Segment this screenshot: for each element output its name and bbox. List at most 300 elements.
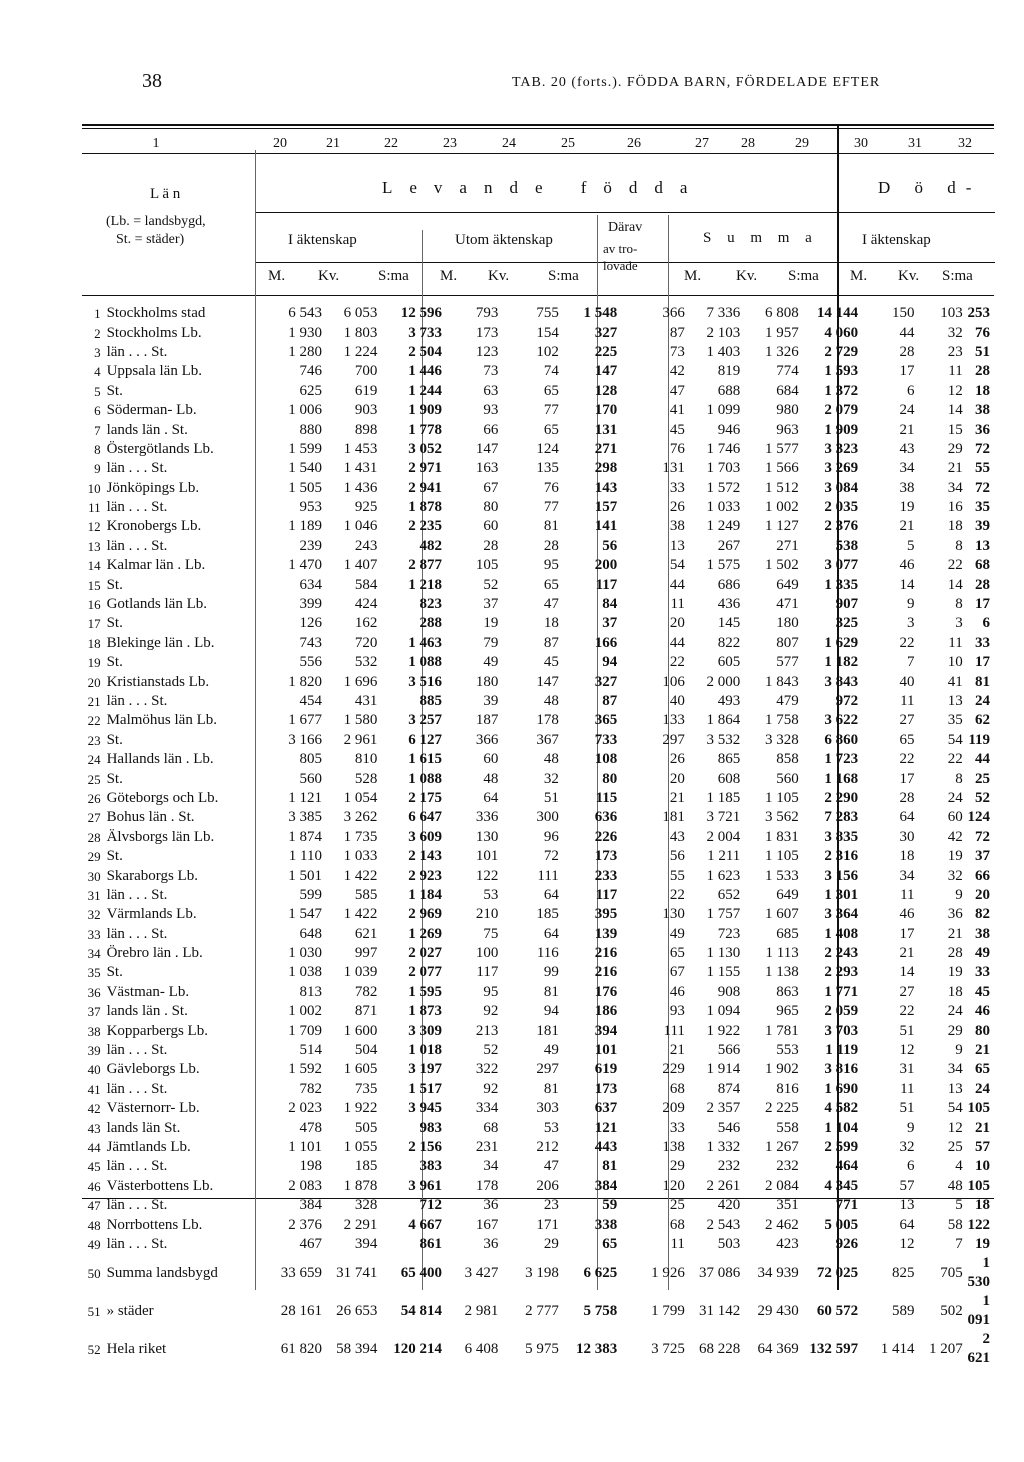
cell-value: 21	[947, 925, 963, 942]
row-number: 25	[87, 771, 101, 787]
cell-value: 2 777	[525, 1302, 559, 1319]
cell-value: 963	[776, 421, 799, 438]
cell-value: 2 290	[824, 789, 859, 806]
cell-value: 76	[975, 324, 990, 341]
cell-value: 29 430	[757, 1302, 799, 1319]
cell-value: 10	[975, 1158, 990, 1175]
cell-value: 76	[543, 479, 559, 496]
cell-value: 32	[947, 324, 963, 341]
cell-value: 133	[662, 712, 685, 729]
cell-value: 11	[670, 596, 685, 613]
cell-value: 420	[717, 1197, 741, 1214]
cell-value: 861	[419, 1235, 442, 1252]
cell-value: 712	[419, 1197, 442, 1214]
cell-value: 65	[543, 382, 559, 399]
cell-value: 20	[669, 770, 685, 787]
cell-value: 93	[483, 402, 499, 419]
cell-value: 131	[662, 460, 685, 477]
cell-value: 8	[955, 537, 963, 554]
cell-value: 1 224	[343, 343, 378, 360]
row-number: 30	[87, 868, 101, 884]
cell-value: 25	[975, 770, 990, 787]
cell-value: 771	[835, 1197, 859, 1214]
cell-value: 54	[947, 731, 963, 748]
cell-value: 1 735	[343, 828, 378, 845]
cell-value: 2 621	[967, 1331, 990, 1367]
cell-value: 7 283	[824, 809, 859, 826]
cell-value: 38	[975, 402, 990, 419]
cell-value: 6 647	[408, 809, 442, 826]
cell-value: 366	[662, 305, 685, 322]
col-number: 32	[958, 136, 972, 151]
cell-value: 1 677	[288, 712, 322, 729]
row-label: Västerbottens Lb.	[106, 1177, 214, 1194]
sub-m: M.	[684, 268, 702, 284]
cell-value: 63	[483, 382, 499, 399]
cell-value: 49	[543, 1042, 559, 1059]
cell-value: 1 033	[706, 499, 741, 516]
cell-value: 908	[717, 983, 741, 1000]
cell-value: 65	[543, 421, 559, 438]
cell-value: 1 803	[343, 324, 378, 341]
cell-value: 131	[594, 421, 618, 438]
cell-value: 322	[475, 1061, 499, 1078]
cell-value: 2 000	[706, 673, 741, 690]
cell-value: 648	[299, 925, 322, 942]
cell-value: 45	[543, 654, 559, 671]
cell-value: 147	[475, 440, 499, 457]
cell-value: 13	[669, 537, 685, 554]
row-label: Kalmar län . Lb.	[106, 557, 206, 574]
cell-value: 216	[594, 964, 618, 981]
col-number: 28	[741, 136, 755, 151]
col-number: 21	[326, 136, 340, 151]
cell-value: 46	[975, 1003, 990, 1020]
cell-value: 1 138	[764, 964, 799, 981]
row-number: 11	[88, 500, 101, 516]
cell-value: 43	[669, 828, 685, 845]
cell-value: 1 615	[408, 751, 442, 768]
cell-value: 43	[899, 440, 915, 457]
row-number: 32	[87, 907, 101, 923]
cell-value: 73	[483, 363, 499, 380]
cell-value: 185	[536, 906, 559, 923]
cell-value: 49	[483, 654, 499, 671]
cell-value: 684	[776, 382, 799, 399]
cell-value: 111	[537, 867, 559, 884]
cell-value: 38	[975, 925, 990, 942]
cell-value: 65 400	[400, 1264, 442, 1281]
cell-value: 1 119	[825, 1042, 859, 1059]
table-row	[82, 1235, 994, 1254]
cell-value: 9	[955, 886, 963, 903]
table-row	[82, 1060, 994, 1079]
cell-value: 1 771	[824, 983, 859, 1000]
row-label: Blekinge län . Lb.	[106, 634, 215, 651]
cell-value: 1 446	[408, 363, 442, 380]
cell-value: 3 269	[824, 460, 859, 477]
cell-value: 64	[483, 789, 499, 806]
cell-value: 81	[543, 518, 559, 535]
cell-value: 1 873	[408, 1003, 442, 1020]
cell-value: 1 512	[764, 479, 799, 496]
cell-value: 33 659	[280, 1264, 322, 1281]
cell-value: 17	[899, 363, 915, 380]
cell-value: 688	[717, 382, 741, 399]
cell-value: 95	[543, 557, 559, 574]
cell-value: 983	[419, 1119, 442, 1136]
cell-value: 3 516	[408, 673, 442, 690]
cell-value: 6 543	[288, 305, 322, 322]
cell-value: 1 094	[706, 1003, 741, 1020]
cell-value: 19	[975, 1235, 990, 1252]
cell-value: 178	[536, 712, 559, 729]
cell-value: 1 517	[408, 1080, 442, 1097]
row-label: län . . . St.	[106, 693, 168, 709]
cell-value: 13	[947, 1080, 963, 1097]
table-row	[82, 808, 994, 827]
cell-value: 200	[594, 557, 618, 574]
row-number: 36	[87, 984, 101, 1000]
cell-value: 45	[975, 983, 990, 1000]
cell-value: 1 269	[408, 925, 442, 942]
cell-value: 3 262	[343, 809, 378, 826]
cell-value: 7 336	[706, 305, 741, 322]
row-label: län . . . St.	[106, 1197, 168, 1214]
cell-value: 1 407	[343, 557, 378, 574]
cell-value: 44	[669, 634, 685, 651]
cell-value: 1 914	[706, 1061, 741, 1078]
row-number: 39	[87, 1043, 101, 1059]
cell-value: 18	[975, 1197, 990, 1214]
cell-value: 965	[776, 1003, 799, 1020]
cell-value: 1 820	[288, 673, 322, 690]
cell-value: 30	[899, 828, 915, 845]
cell-value: 1 599	[288, 440, 322, 457]
cell-value: 95	[483, 983, 499, 1000]
cell-value: 48	[543, 693, 559, 709]
cell-value: 206	[536, 1177, 559, 1194]
cell-value: 37	[975, 848, 990, 865]
row-label: St.	[106, 964, 123, 981]
cell-value: 1 758	[764, 712, 799, 729]
cell-value: 946	[717, 421, 741, 438]
cell-value: 394	[594, 1022, 618, 1039]
cell-value: 33	[975, 964, 990, 981]
cell-value: 3 328	[764, 731, 799, 748]
dod-header: D ö d-	[878, 178, 982, 197]
cell-value: 1 757	[706, 906, 741, 923]
cell-value: 608	[717, 770, 741, 787]
cell-value: 1 470	[288, 557, 322, 574]
sub-m: M.	[440, 268, 458, 284]
cell-value: 2 981	[464, 1302, 499, 1319]
cell-value: 37	[483, 596, 499, 613]
cell-value: 19	[947, 964, 963, 981]
cell-value: 34	[899, 460, 915, 477]
cell-value: 13	[947, 693, 963, 709]
cell-value: 65	[975, 1061, 990, 1078]
cell-value: 28	[947, 945, 963, 962]
cell-value: 384	[299, 1197, 322, 1214]
cell-value: 1 864	[706, 712, 741, 729]
cell-value: 60	[483, 518, 499, 535]
row-number: 18	[87, 635, 101, 651]
header-rule-1	[255, 212, 995, 213]
cell-value: 3 843	[824, 673, 859, 690]
cell-value: 3	[955, 615, 963, 632]
cell-value: 1 957	[764, 324, 799, 341]
cell-value: 1 335	[824, 576, 859, 593]
cell-value: 1 572	[706, 479, 741, 496]
cell-value: 12	[899, 1042, 915, 1059]
table-row	[82, 750, 994, 769]
cell-value: 45	[669, 421, 685, 438]
cell-value: 20	[669, 615, 685, 632]
cell-value: 3	[907, 615, 915, 632]
cell-value: 47	[543, 596, 559, 613]
cell-value: 94	[602, 654, 618, 671]
table-body	[82, 304, 994, 1368]
row-label: Kronobergs Lb.	[106, 518, 202, 535]
cell-value: 44	[899, 324, 915, 341]
table-row	[82, 595, 994, 614]
table-row	[82, 304, 994, 323]
cell-value: 6 408	[464, 1340, 499, 1357]
table-row	[82, 1196, 994, 1215]
row-number: 5	[94, 383, 101, 399]
cell-value: 1 605	[343, 1061, 378, 1078]
cell-value: 14 144	[816, 305, 859, 322]
cell-value: 55	[975, 460, 990, 477]
table-row	[82, 847, 994, 866]
row-label: län . . . St.	[106, 1235, 168, 1252]
cell-value: 173	[594, 1080, 618, 1097]
cell-value: 21	[975, 1042, 990, 1059]
cell-value: 903	[354, 402, 378, 419]
cell-value: 120	[662, 1177, 685, 1194]
cell-value: 1 055	[343, 1138, 378, 1155]
cell-value: 4 345	[824, 1177, 859, 1194]
cell-value: 176	[594, 983, 618, 1000]
i-aktenskap-dod-header: I äktenskap	[862, 232, 931, 248]
cell-value: 1 709	[288, 1022, 322, 1039]
col-number: 29	[795, 136, 809, 151]
cell-value: 1 189	[288, 518, 322, 535]
cell-value: 2 877	[408, 557, 442, 574]
cell-value: 87	[602, 693, 618, 709]
row-number: 3	[94, 344, 101, 360]
cell-value: 167	[475, 1216, 499, 1233]
cell-value: 22	[899, 1003, 915, 1020]
row-label: län . . . St.	[106, 925, 168, 942]
cell-value: 105	[967, 1100, 990, 1117]
row-number: 2	[94, 325, 101, 341]
row-label: Jämtlands Lb.	[106, 1138, 191, 1155]
cell-value: 532	[354, 654, 378, 671]
table-row	[82, 1041, 994, 1060]
cell-value: 173	[475, 324, 499, 341]
row-label: St.	[106, 382, 123, 399]
cell-value: 1 249	[706, 518, 741, 535]
cell-value: 51	[975, 343, 990, 360]
cell-value: 47	[543, 1158, 559, 1175]
cell-value: 723	[717, 925, 741, 942]
cell-value: 782	[354, 983, 378, 1000]
cell-value: 1 575	[706, 557, 741, 574]
table-row	[82, 634, 994, 653]
table-row	[82, 672, 994, 691]
cell-value: 25	[669, 1197, 685, 1214]
lan-header: L ä n	[150, 186, 181, 202]
cell-value: 560	[776, 770, 799, 787]
cell-value: 40	[899, 673, 915, 690]
abbrev-line-2: St. = städer)	[116, 232, 185, 247]
sub-m: M.	[268, 268, 286, 284]
cell-value: 232	[776, 1158, 799, 1175]
cell-value: 383	[419, 1158, 442, 1175]
cell-value: 11	[900, 1080, 915, 1097]
cell-value: 22	[947, 751, 963, 768]
cell-value: 38	[669, 518, 685, 535]
cell-value: 84	[602, 596, 618, 613]
cell-value: 1 431	[343, 460, 378, 477]
cell-value: 72	[975, 440, 990, 457]
sub-m: M.	[850, 268, 868, 284]
cell-value: 997	[354, 945, 378, 962]
cell-value: 178	[475, 1177, 499, 1194]
table-row	[82, 1177, 994, 1196]
cell-value: 577	[776, 654, 799, 671]
cell-value: 52	[483, 576, 499, 593]
cell-value: 2 293	[824, 964, 859, 981]
row-number: 43	[87, 1120, 101, 1136]
cell-value: 31 741	[336, 1264, 378, 1281]
cell-value: 51	[899, 1100, 915, 1117]
header-bottom-rule	[82, 295, 994, 296]
cell-value: 925	[354, 499, 378, 516]
row-number: 33	[87, 926, 101, 942]
row-label: Bohus län . St.	[106, 809, 195, 826]
cell-value: 64	[543, 886, 559, 903]
col-number: 31	[908, 136, 922, 151]
row-label: län . . . St.	[106, 886, 168, 903]
cell-value: 34	[947, 1061, 963, 1078]
cell-value: 3 532	[706, 731, 741, 748]
table-row	[82, 769, 994, 788]
sub-kv: Kv.	[898, 268, 920, 284]
cell-value: 80	[602, 770, 618, 787]
cell-value: 253	[967, 305, 990, 322]
cell-value: 21	[947, 460, 963, 477]
col-number: 25	[561, 136, 575, 151]
cell-value: 1 113	[765, 945, 799, 962]
cell-value: 825	[892, 1264, 915, 1281]
cell-value: 65	[602, 1235, 618, 1252]
cell-value: 46	[899, 906, 915, 923]
row-number: 12	[87, 519, 101, 535]
cell-value: 126	[299, 615, 322, 632]
cell-value: 4 060	[824, 324, 859, 341]
cell-value: 33	[669, 479, 685, 496]
cell-value: 212	[536, 1138, 559, 1155]
cell-value: 12	[899, 1235, 915, 1252]
cell-value: 147	[536, 673, 559, 690]
cell-value: 3 725	[651, 1340, 685, 1357]
table-row	[82, 983, 994, 1002]
cell-value: 24	[947, 789, 963, 806]
cell-value: 2 543	[706, 1216, 741, 1233]
sub-sma: S:ma	[942, 268, 973, 284]
cell-value: 2 462	[764, 1216, 799, 1233]
cell-value: 599	[299, 886, 322, 903]
cell-value: 106	[662, 673, 685, 690]
cell-value: 1 054	[343, 789, 378, 806]
abbrev-line-1: (Lb. = landsbygd,	[106, 214, 206, 229]
row-number: 17	[87, 616, 101, 632]
cell-value: 229	[662, 1061, 685, 1078]
cell-value: 77	[543, 402, 559, 419]
sub-sma: S:ma	[788, 268, 819, 284]
cell-value: 46	[899, 557, 915, 574]
cell-value: 6	[907, 1158, 915, 1175]
row-label: » städer	[106, 1302, 154, 1319]
cell-value: 226	[594, 828, 618, 845]
cell-value: 6	[982, 615, 990, 632]
cell-value: 686	[717, 576, 741, 593]
cell-value: 1 831	[764, 828, 799, 845]
cell-value: 7	[907, 654, 915, 671]
cell-value: 48	[483, 770, 499, 787]
cell-value: 503	[717, 1235, 741, 1252]
cell-value: 11	[948, 363, 963, 380]
cell-value: 1 502	[764, 557, 799, 574]
cell-value: 64	[899, 1216, 915, 1233]
cell-value: 3 816	[824, 1061, 859, 1078]
row-number: 45	[87, 1159, 101, 1175]
cell-value: 52	[483, 1042, 499, 1059]
cell-value: 138	[662, 1138, 685, 1155]
cell-value: 553	[776, 1042, 799, 1059]
cell-value: 100	[475, 945, 499, 962]
col-number: 30	[854, 136, 868, 151]
cell-value: 1 185	[706, 789, 741, 806]
cell-value: 1 878	[408, 499, 442, 516]
cell-value: 79	[483, 634, 499, 651]
cell-value: 334	[475, 1100, 499, 1117]
cell-value: 187	[475, 712, 499, 729]
cell-value: 2 969	[408, 906, 442, 923]
cell-value: 27	[899, 712, 915, 729]
row-label: Jönköpings Lb.	[106, 479, 200, 496]
table-row	[82, 362, 994, 381]
cell-value: 3 166	[288, 731, 322, 748]
cell-value: 35	[975, 499, 990, 516]
births-table	[82, 304, 994, 1368]
cell-value: 76	[669, 440, 685, 457]
cell-value: 436	[717, 596, 741, 613]
cell-value: 1 690	[824, 1080, 859, 1097]
row-label: Gotlands län Lb.	[106, 596, 207, 613]
row-label: län . . . St.	[106, 537, 168, 554]
cell-value: 66	[975, 867, 990, 884]
cell-value: 38	[899, 479, 915, 496]
cell-value: 16	[947, 499, 963, 516]
cell-value: 24	[975, 693, 990, 709]
colnum-rule	[82, 153, 994, 154]
table-row	[82, 343, 994, 362]
row-number: 42	[87, 1101, 101, 1117]
